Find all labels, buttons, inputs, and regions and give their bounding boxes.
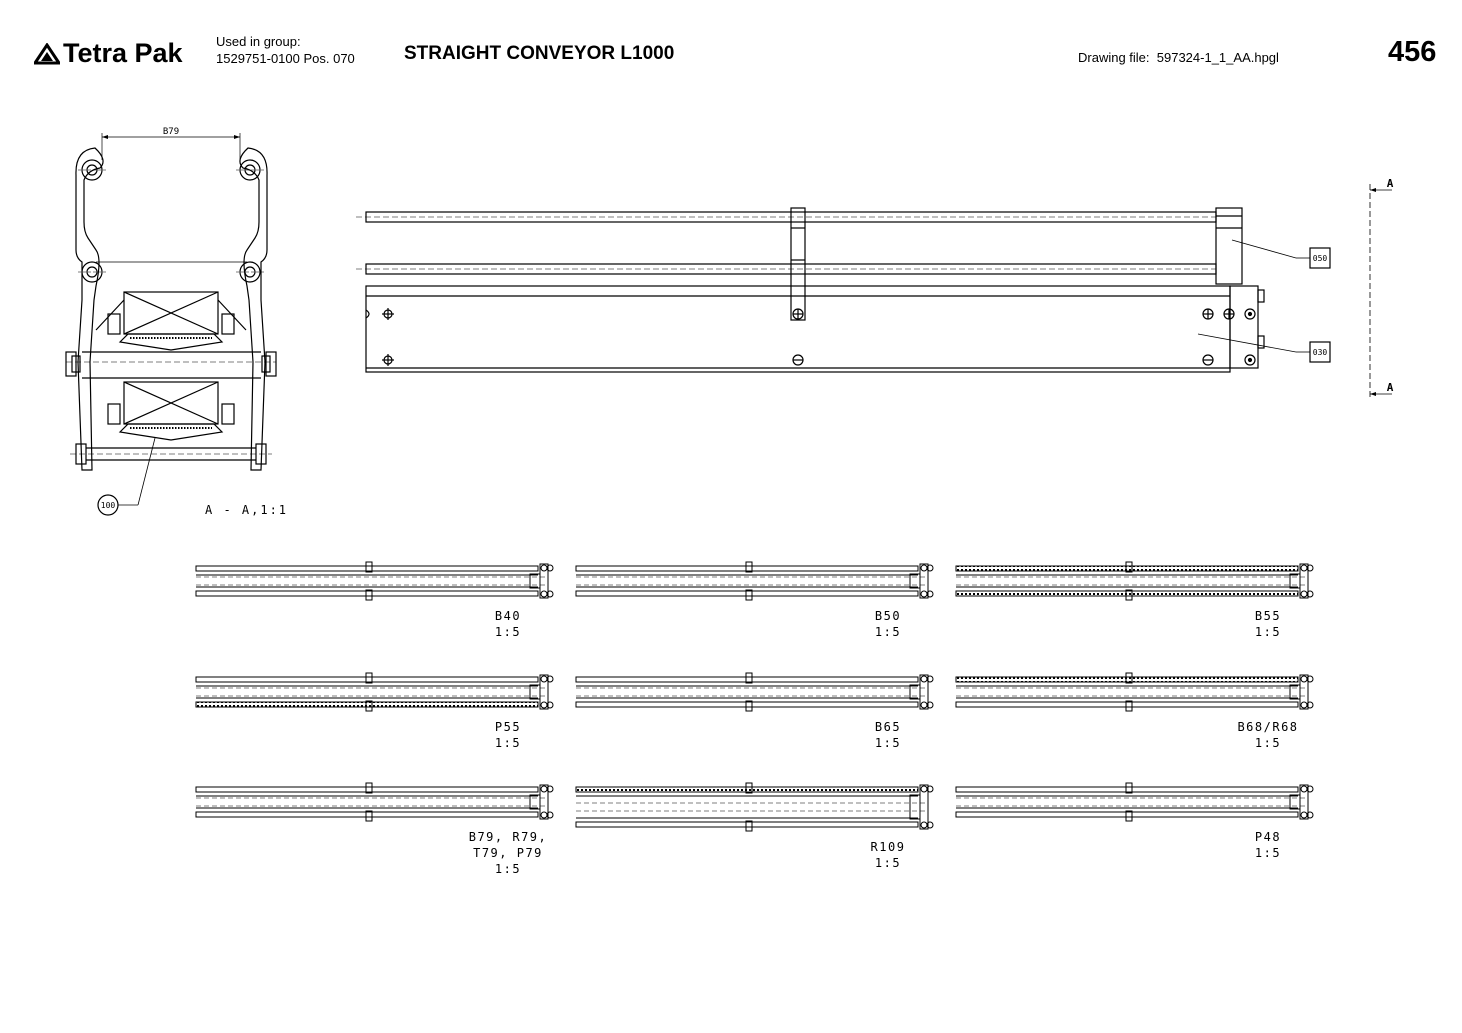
left-side-plate [76, 148, 103, 470]
end-bolt [921, 702, 927, 708]
top-rail [956, 677, 1298, 682]
top-rail [576, 677, 918, 682]
variant-label: T79, P79 [473, 846, 543, 860]
section-mark-top: A [1386, 177, 1394, 190]
top-guide-clamps [78, 160, 264, 282]
variant-view [956, 783, 1313, 860]
variant-label: 1:5 [874, 625, 902, 639]
top-rail [196, 677, 538, 682]
variant-label: 1:5 [1254, 846, 1282, 860]
end-bolt [921, 786, 927, 792]
bottom-rail [956, 702, 1298, 707]
end-bolt [1301, 812, 1307, 818]
end-bolt [921, 676, 927, 682]
variant-views [196, 562, 1313, 876]
upper-chain-block [96, 292, 246, 350]
frame-beam [366, 286, 1264, 372]
variant-view [956, 562, 1313, 639]
lower-guide-rail [356, 264, 1216, 274]
variant-label: 1:5 [494, 862, 522, 876]
variant-view [196, 562, 553, 639]
top-rail [196, 787, 538, 792]
variant-label: 1:5 [874, 856, 902, 870]
side-view [356, 177, 1394, 398]
upper-guide-rail [356, 212, 1216, 222]
variant-view [576, 673, 933, 750]
variant-label: B50 [874, 609, 902, 623]
variant-view [956, 673, 1313, 750]
bottom-rail [576, 702, 918, 707]
section-view-a-a [66, 127, 288, 517]
variant-label: B65 [874, 720, 902, 734]
variant-label: B55 [1254, 609, 1282, 623]
variant-label: P55 [494, 720, 522, 734]
variant-label: B68/R68 [1237, 720, 1299, 734]
drawing-file-label: Drawing file: [1078, 50, 1150, 65]
top-rail [576, 787, 918, 792]
bottom-rail [196, 812, 538, 817]
top-rail [956, 787, 1298, 792]
end-bolt [541, 786, 547, 792]
lower-chain-block [108, 382, 234, 440]
variant-view [576, 562, 933, 639]
used-in-label: Used in group: [216, 34, 301, 49]
variant-view [196, 673, 553, 750]
drawing-file-value: 597324-1_1_AA.hpgl [1156, 50, 1279, 65]
logo-text: Tetra Pak [63, 38, 183, 68]
end-bolt [1301, 591, 1307, 597]
dimension-b79 [102, 127, 240, 160]
balloon-050-label: 050 [1312, 254, 1328, 263]
section-caption: A - A,1:1 [205, 503, 289, 517]
variant-label: B79, R79, [468, 830, 548, 844]
end-bolt [541, 702, 547, 708]
dimension-b79-label: B79 [162, 127, 180, 137]
variant-view [576, 783, 933, 870]
end-bolt [1301, 786, 1307, 792]
end-bolt [541, 591, 547, 597]
end-bolt [541, 565, 547, 571]
balloon-030-label: 030 [1312, 348, 1328, 357]
end-bolt [921, 591, 927, 597]
bottom-rail [956, 812, 1298, 817]
end-bolt [1301, 702, 1307, 708]
page-number: 456 [1388, 36, 1437, 68]
end-bolt [1301, 565, 1307, 571]
end-bolt [1301, 676, 1307, 682]
variant-label: P48 [1254, 830, 1282, 844]
variant-label: B40 [494, 609, 522, 623]
section-line-a-a [1370, 177, 1394, 398]
variant-label: R109 [870, 840, 906, 854]
variant-view [196, 783, 553, 876]
variant-label: 1:5 [1254, 625, 1282, 639]
bottom-rail [196, 702, 538, 707]
bottom-cross-bolt [70, 444, 272, 464]
bottom-rail [576, 822, 918, 827]
section-mark-bottom: A [1386, 381, 1394, 394]
end-bolt [541, 676, 547, 682]
end-bolt [921, 565, 927, 571]
used-in-value: 1529751-0100 Pos. 070 [216, 51, 355, 66]
drawing-title: STRAIGHT CONVEYOR L1000 [404, 43, 675, 64]
bottom-rail [956, 591, 1298, 596]
variant-label: 1:5 [1254, 736, 1282, 750]
variant-label: 1:5 [494, 736, 522, 750]
end-bolt [541, 812, 547, 818]
top-rail [576, 566, 918, 571]
guide-bracket-end [1216, 208, 1242, 284]
middle-cross-bolt [66, 352, 276, 378]
top-rail [196, 566, 538, 571]
variant-label: 1:5 [494, 625, 522, 639]
right-side-plate [240, 148, 267, 470]
end-bolt [921, 822, 927, 828]
variant-label: 1:5 [874, 736, 902, 750]
top-rail [956, 566, 1298, 571]
bottom-rail [576, 591, 918, 596]
bottom-rail [196, 591, 538, 596]
balloon-100-label: 100 [100, 501, 116, 510]
